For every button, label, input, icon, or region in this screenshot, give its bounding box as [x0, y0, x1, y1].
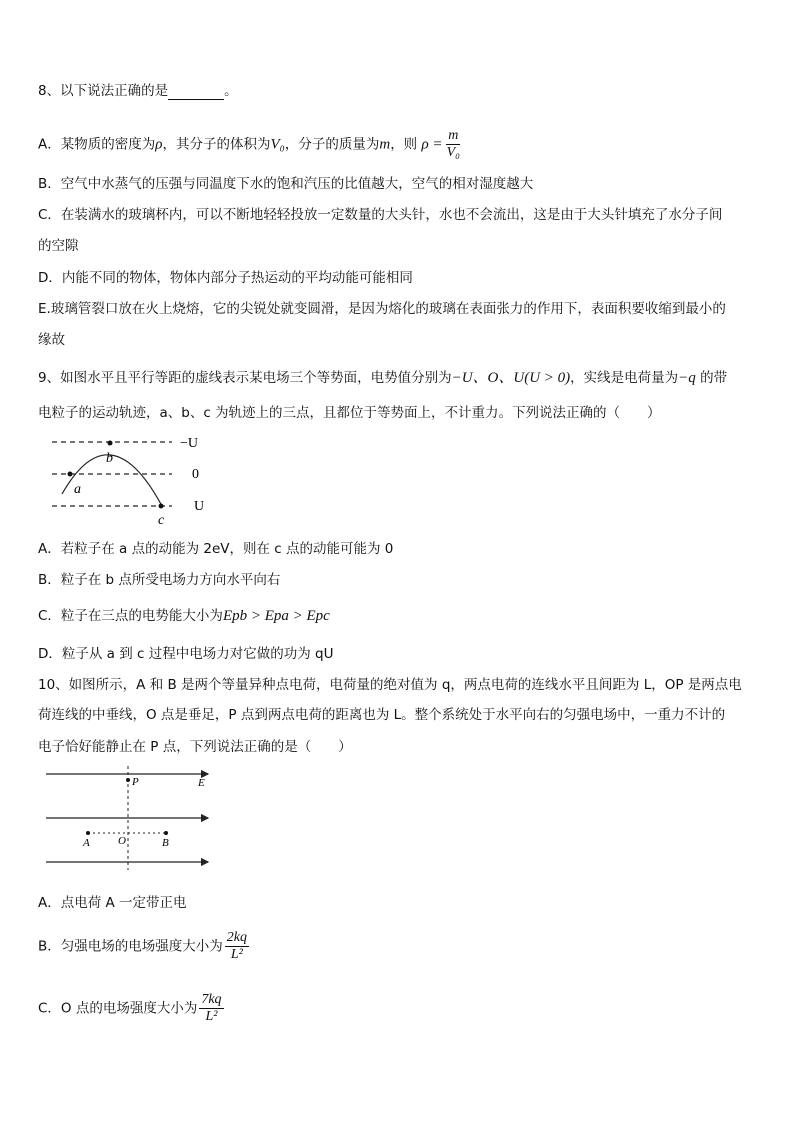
point-c-dot [159, 504, 164, 509]
q9-stem-line2: 电粒子的运动轨迹，a、b、c 为轨迹上的三点，且都位于等势面上，不计重力。下列说法正确的（ ） [38, 405, 661, 421]
potential-energy-formula: Epb > Epa > Epc [222, 608, 330, 624]
q9-option-d: D．粒子从 a 到 c 过程中电场力对它做的功为 qU [38, 646, 334, 662]
q8-stem-end: 。 [224, 83, 238, 99]
q10-figure [40, 766, 220, 870]
charge-a-dot [86, 831, 90, 835]
point-b-dot [108, 441, 113, 446]
q8-option-c-line1: C．在装满水的玻璃杯内，可以不断地轻轻投放一定数量的大头针，水也不会流出，这是由于大头针填充了水分子间 [38, 207, 723, 223]
label-a: a [74, 482, 81, 497]
v0-symbol: V₀ [270, 136, 285, 153]
label-c: c [158, 513, 165, 528]
q10-b-text: B．匀强电场的电场强度大小为 [38, 938, 223, 955]
q8-a-text-3: ，分子的质量为 [284, 136, 380, 153]
q9-stem-line1 [38, 367, 727, 389]
q9-option-b: B．粒子在 b 点所受电场力方向水平向右 [38, 572, 281, 588]
field-strength-fraction-c [199, 992, 223, 1025]
q9-stem-text-2: ，实线是电荷量为 [570, 370, 679, 386]
density-fraction [445, 128, 462, 161]
point-a-dot [68, 472, 73, 477]
q10-stem-line2: 荷连线的中垂线，O 点是垂足，P 点到两点电荷的距离也为 L。整个系统处于水平向右的匀强电场中，一重力不计的 [38, 707, 726, 723]
q8-option-a [38, 128, 464, 161]
q10-option-a: A．点电荷 A 一定带正电 [38, 895, 187, 911]
q9-c-text: C．粒子在三点的电势能大小为 [38, 608, 223, 624]
q8-stem-text: 8、以下说法正确的是 [38, 83, 169, 99]
q10-stem-line3: 电子恰好能静止在 P 点，下列说法正确的是（ ） [38, 739, 352, 755]
fraction-numerator: 7kq [201, 992, 222, 1007]
q8-a-text-2: ，其分子的体积为 [162, 136, 271, 153]
q9-option-c [38, 607, 330, 625]
q10-c-text: C．O 点的电场强度大小为 [38, 1000, 198, 1017]
q8-a-text: A．某物质的密度为 [38, 136, 156, 153]
fraction-denominator: L² [205, 1009, 218, 1024]
fraction-denominator: V₀ [446, 145, 460, 160]
q8-option-d: D．内能不同的物体，物体内部分子热运动的平均动能可能相同 [38, 270, 413, 286]
potential-values: −U、O、U [451, 370, 525, 386]
label-zero: 0 [192, 467, 199, 482]
m-symbol: m [379, 136, 391, 153]
label-p: P [132, 776, 139, 788]
q9-stem-text-3: 的带 [695, 370, 728, 386]
q10-option-c [38, 992, 226, 1025]
label-u: U [194, 499, 205, 514]
point-p-dot [126, 778, 130, 782]
label-a-charge: A [83, 837, 90, 849]
q8-option-c-line2: 的空隙 [38, 238, 79, 254]
charge-b-dot [164, 831, 168, 835]
charge-symbol: −q [678, 370, 696, 386]
label-e: E [198, 777, 205, 789]
label-minus-u: −U [180, 436, 199, 451]
q10-option-b [38, 930, 251, 963]
fraction-numerator: m [448, 128, 459, 143]
label-b: b [106, 451, 113, 466]
q8-option-e-line1: E.玻璃管裂口放在火上烧熔，它的尖锐处就变圆滑，是因为熔化的玻璃在表面张力的作用下，表面积要收缩到最小的 [38, 301, 726, 317]
q10-stem-line1: 10、如图所示，A 和 B 是两个等量异种点电荷，电荷量的绝对值为 q，两点电荷的连线水平且间距为 L，OP 是两点电 [38, 677, 742, 693]
q9-figure [40, 430, 240, 530]
q9-option-a: A．若粒子在 a 点的动能为 2eV，则在 c 点的动能可能为 0 [38, 541, 394, 557]
fraction-denominator: L² [230, 947, 243, 962]
q8-a-text-4: ，则 [390, 136, 418, 153]
label-b-charge: B [162, 837, 169, 849]
fraction-numerator: 2kq [226, 930, 247, 945]
q9-stem-text: 9、如图水平且平行等距的虚线表示某电场三个等势面，电势值分别为 [38, 370, 452, 386]
rho-symbol: ρ [155, 136, 163, 153]
potential-condition: (U > 0) [524, 370, 571, 386]
q8-option-e-line2: 缘故 [38, 332, 65, 348]
field-strength-fraction-b [225, 930, 249, 963]
answer-blank [168, 85, 224, 100]
q8-stem [38, 82, 238, 100]
label-o: O [118, 835, 126, 847]
formula-lhs: ρ = [421, 136, 443, 153]
q8-option-b: B．空气中水蒸气的压强与同温度下水的饱和汽压的比值越大，空气的相对湿度越大 [38, 176, 534, 192]
